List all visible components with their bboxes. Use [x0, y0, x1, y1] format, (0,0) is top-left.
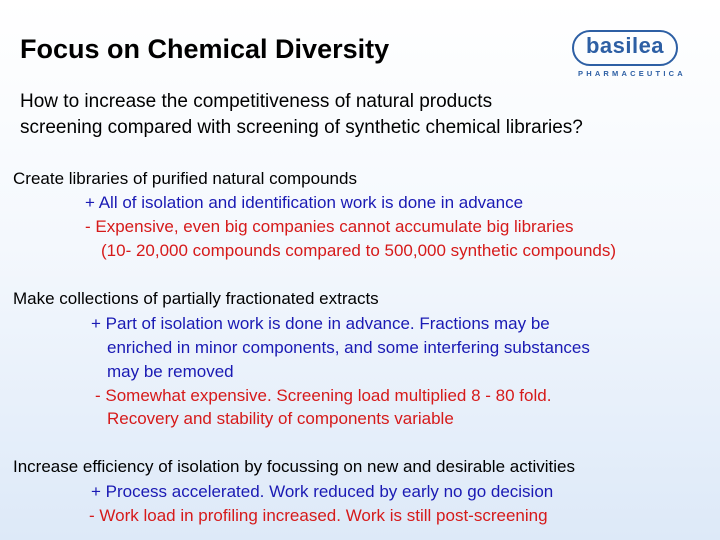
section-1-pro: + All of isolation and identification work is done in advance: [85, 193, 524, 212]
section-3-heading: Increase efficiency of isolation by focussing on new and desirable activities: [13, 457, 575, 476]
section-3-con: - Work load in profiling increased. Work is still post-screening: [89, 506, 548, 525]
section-2-con-cont: Recovery and stability of components variable: [107, 409, 454, 428]
intro-line-1: How to increase the competitiveness of natural products: [20, 91, 493, 112]
logo-wordmark: basilea: [585, 33, 665, 58]
section-2-pro-cont-2: may be removed: [107, 362, 234, 381]
section-1-con-detail: (10- 20,000 compounds compared to 500,000 synthetic compounds): [101, 241, 617, 260]
slide-title: Focus on Chemical Diversity: [20, 34, 390, 64]
section-1-con: - Expensive, even big companies cannot accumulate big libraries: [85, 217, 574, 236]
logo-tagline: PHARMACEUTICA: [578, 69, 686, 78]
section-2-pro: + Part of isolation work is done in advance. Fractions may be: [91, 314, 550, 333]
section-2-con: - Somewhat expensive. Screening load multiplied 8 - 80 fold.: [95, 386, 552, 405]
intro-line-2: screening compared with screening of synthetic chemical libraries?: [20, 117, 583, 138]
section-3-pro: + Process accelerated. Work reduced by early no go decision: [91, 482, 554, 501]
section-2-heading: Make collections of partially fractionated extracts: [13, 289, 379, 308]
basilea-logo: [570, 30, 686, 80]
section-2-pro-cont-1: enriched in minor components, and some interfering substances: [107, 338, 590, 357]
section-1-heading: Create libraries of purified natural compounds: [13, 169, 357, 188]
